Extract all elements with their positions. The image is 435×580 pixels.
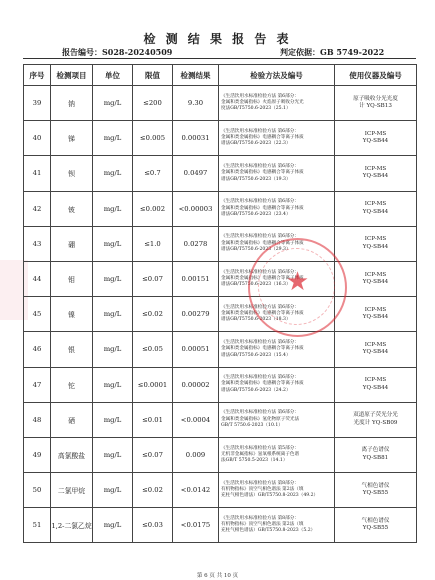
cell-result: 0.00051: [173, 332, 219, 367]
method-line: GB/T 5750.6-2023（10.1）: [221, 422, 283, 428]
cell-result: <0.00003: [173, 191, 219, 226]
cell-result: 0.00031: [173, 121, 219, 156]
instrument-line: YQ-SB44: [362, 314, 389, 321]
instrument-line: 气相色谱仪: [361, 482, 390, 489]
method-line: 《生活饮用水标准检验方法 第6部分：: [221, 199, 299, 205]
instrument-line: YQ-SB55: [362, 525, 389, 532]
seal-star-icon: ★: [285, 267, 310, 297]
cell-item: 铍: [51, 191, 93, 226]
report-number-value: S028-20240509: [102, 47, 173, 57]
method-line: 金属和类金属指标》电感耦合等离子体质: [221, 240, 304, 246]
method-line: 金属和类金属指标》电感耦合等离子体质: [221, 135, 304, 141]
cell-item: 镍: [51, 297, 93, 332]
method-line: 充柱气相色谱法）GB/T5750.8-2023（5.2）: [221, 528, 316, 534]
table-row: [24, 121, 417, 156]
cell-num: 45: [24, 297, 51, 332]
cell-unit: mg/L: [93, 402, 133, 437]
cell-item: 铊: [51, 367, 93, 402]
cell-result: 0.009: [173, 437, 219, 472]
method-line: 谱法GB/T5750.6-2023（22.3）: [221, 141, 291, 147]
cell-item: 二氯甲烷: [51, 473, 93, 508]
cell-limit: ≤200: [133, 86, 173, 121]
cell-num: 50: [24, 473, 51, 508]
col-header-num: 序号: [24, 65, 51, 86]
method-line: 谱法GB/T5750.6-2023（18.3）: [221, 317, 291, 323]
cell-method: [219, 261, 335, 296]
method-line: 谱法GB/T5750.6-2023（15.4）: [221, 352, 291, 358]
method-line: 《生活饮用水标准检验方法 第6部分：: [221, 410, 299, 416]
cell-method: [219, 437, 335, 472]
col-header-limit: 限值: [133, 65, 173, 86]
judgment-standard-label: 判定依据：: [280, 47, 320, 57]
report-number-label: 报告编号：: [62, 47, 102, 57]
method-line: 谱法GB/T5750.6-2023（23.4）: [221, 211, 291, 217]
cell-limit: ≤0.7: [133, 156, 173, 191]
instrument-line: 原子吸收分光光度: [353, 95, 398, 102]
method-line: 《生活饮用水标准检验方法 第6部分：: [221, 234, 299, 240]
instrument-line: ICP-MS: [364, 377, 387, 384]
instrument-line: YQ-SB55: [362, 490, 389, 497]
table-row: [24, 402, 417, 437]
cell-num: 43: [24, 226, 51, 261]
method-line: 金属和类金属指标》氢化物原子荧光法: [221, 416, 300, 422]
instrument-line: YQ-SB44: [362, 243, 389, 250]
judgment-standard: [280, 47, 384, 58]
instrument-line: ICP-MS: [364, 271, 387, 278]
cell-result: <0.0142: [173, 473, 219, 508]
cell-item: 锑: [51, 121, 93, 156]
cell-instrument: [335, 121, 417, 156]
instrument-line: 光度计 YQ-SB09: [353, 419, 398, 426]
table-header-row: [24, 65, 417, 86]
cell-method: [219, 367, 335, 402]
cell-limit: ≤1.0: [133, 226, 173, 261]
table-row: [24, 508, 417, 543]
col-header-unit: 单位: [93, 65, 133, 86]
method-line: 《生活饮用水标准检验方法 第5部分：: [221, 445, 299, 451]
instrument-line: 离子色谱仪: [361, 447, 390, 454]
method-line: 金属和类金属指标》电感耦合等离子体质: [221, 170, 304, 176]
cell-unit: mg/L: [93, 367, 133, 402]
cell-result: <0.0004: [173, 402, 219, 437]
cell-limit: ≤0.07: [133, 437, 173, 472]
instrument-line: YQ-SB44: [362, 208, 389, 215]
cell-num: 42: [24, 191, 51, 226]
judgment-standard-value: GB 5749-2022: [320, 47, 385, 57]
instrument-line: ICP-MS: [364, 130, 387, 137]
method-line: 法GB/T 5750.5-2023（14.1）: [221, 458, 288, 464]
results-table: [23, 64, 417, 543]
cell-instrument: [335, 437, 417, 472]
method-line: 谱法GB/T5750.6-2023（16.3）: [221, 282, 291, 288]
cell-num: 49: [24, 437, 51, 472]
cell-instrument: [335, 473, 417, 508]
cell-limit: ≤0.002: [133, 191, 173, 226]
cell-num: 47: [24, 367, 51, 402]
instrument-line: YQ-SB44: [362, 279, 389, 286]
method-line: 度法GB/T5750.6-2023（25.1）: [221, 106, 291, 112]
cell-method: [219, 191, 335, 226]
cell-instrument: [335, 332, 417, 367]
method-line: 谱法GB/T5750.6-2023（19.3）: [221, 176, 291, 182]
page-number: 第 6 页 共 10 页: [196, 573, 239, 579]
cell-item: 钠: [51, 86, 93, 121]
cell-limit: ≤0.05: [133, 332, 173, 367]
method-line: 《生活饮用水标准检验方法 第6部分：: [221, 375, 299, 381]
table-row: [24, 473, 417, 508]
cell-instrument: [335, 156, 417, 191]
cell-method: [219, 508, 335, 543]
method-line: 《生活饮用水标准检验方法 第6部分：: [221, 304, 299, 310]
cell-num: 51: [24, 508, 51, 543]
method-line: 《生活饮用水标准检验方法 第6部分：: [221, 128, 299, 134]
instrument-line: YQ-SB44: [362, 349, 389, 356]
cell-instrument: [335, 367, 417, 402]
cell-method: [219, 86, 335, 121]
cell-instrument: [335, 297, 417, 332]
cell-result: 9.30: [173, 86, 219, 121]
cell-unit: mg/L: [93, 191, 133, 226]
cell-instrument: [335, 261, 417, 296]
method-line: 谱法GB/T5750.6-2023（24.2）: [221, 387, 291, 393]
col-header-instrument: 使用仪器及编号: [335, 65, 417, 86]
method-line: 金属和类金属指标》电感耦合等离子体质: [221, 381, 304, 387]
table-row: [24, 367, 417, 402]
cell-unit: mg/L: [93, 86, 133, 121]
cell-num: 48: [24, 402, 51, 437]
method-line: 金属和类金属指标》电感耦合等离子体质: [221, 205, 304, 211]
instrument-line: ICP-MS: [364, 306, 387, 313]
cell-num: 41: [24, 156, 51, 191]
cell-limit: ≤0.0001: [133, 367, 173, 402]
instrument-line: 双道原子荧光分光: [353, 412, 398, 419]
cell-item: 硒: [51, 402, 93, 437]
table-row: [24, 156, 417, 191]
report-number: [62, 47, 172, 58]
cell-item: 钡: [51, 156, 93, 191]
page-title: 检 测 结 果 报 告 表: [143, 32, 292, 46]
cell-result: 0.00002: [173, 367, 219, 402]
cell-instrument: [335, 191, 417, 226]
instrument-line: ICP-MS: [364, 201, 387, 208]
method-line: 《生活饮用水标准检验方法 第6部分：: [221, 339, 299, 345]
header-divider: [23, 58, 416, 59]
cell-unit: mg/L: [93, 473, 133, 508]
cell-item: 硼: [51, 226, 93, 261]
cell-method: [219, 402, 335, 437]
table-row: [24, 297, 417, 332]
instrument-line: ICP-MS: [364, 341, 387, 348]
method-line: 无机非金属指标》氢氧根系统离子色谱: [221, 451, 300, 457]
instrument-line: YQ-SB44: [362, 173, 389, 180]
instrument-line: 气相色谱仪: [361, 517, 390, 524]
cell-num: 44: [24, 261, 51, 296]
cell-num: 46: [24, 332, 51, 367]
cell-num: 39: [24, 86, 51, 121]
instrument-line: ICP-MS: [364, 236, 387, 243]
method-line: 有机物指标》顶空气相色谱法 第2法（填: [221, 487, 304, 492]
cell-instrument: [335, 508, 417, 543]
method-line: 金属和类金属指标》电感耦合等离子体质: [221, 346, 304, 352]
cell-method: [219, 473, 335, 508]
col-header-result: 检测结果: [173, 65, 219, 86]
cell-result: 0.00279: [173, 297, 219, 332]
instrument-line: YQ-SB44: [362, 384, 389, 391]
table-row: [24, 191, 417, 226]
cell-limit: ≤0.07: [133, 261, 173, 296]
cell-unit: mg/L: [93, 508, 133, 543]
cell-limit: ≤0.01: [133, 402, 173, 437]
method-line: 《生活饮用水标准检验方法 第6部分：: [221, 93, 299, 99]
cell-unit: mg/L: [93, 121, 133, 156]
method-line: 谱法GB/T5750.6-2023（29.3）: [221, 246, 291, 252]
cell-item: 银: [51, 332, 93, 367]
method-line: 《生活饮用水标准检验方法 第8部分：: [221, 480, 299, 486]
cell-instrument: [335, 402, 417, 437]
cell-unit: mg/L: [93, 156, 133, 191]
cell-instrument: [335, 226, 417, 261]
cell-limit: ≤0.02: [133, 473, 173, 508]
method-line: 《生活饮用水标准检验方法 第6部分：: [221, 164, 299, 170]
cell-method: [219, 156, 335, 191]
cell-unit: mg/L: [93, 226, 133, 261]
cell-method: [219, 121, 335, 156]
cell-num: 40: [24, 121, 51, 156]
method-line: 《生活饮用水标准检验方法 第8部分：: [221, 515, 299, 521]
cell-unit: mg/L: [93, 261, 133, 296]
method-line: 金属和类金属指标》火焰原子吸收分光光: [221, 99, 304, 105]
method-line: 金属和类金属指标》电感耦合等离子体质: [221, 275, 304, 281]
cell-unit: mg/L: [93, 332, 133, 367]
cell-result: 0.0497: [173, 156, 219, 191]
cell-item: 钼: [51, 261, 93, 296]
cell-result: 0.0278: [173, 226, 219, 261]
cell-limit: ≤0.03: [133, 508, 173, 543]
instrument-line: ICP-MS: [364, 165, 387, 172]
table-row: [24, 437, 417, 472]
table-body: [24, 86, 417, 543]
method-line: 有机物指标》顶空气相色谱法 第2法（填: [221, 522, 304, 528]
cell-method: [219, 226, 335, 261]
cell-limit: ≤0.005: [133, 121, 173, 156]
cell-item: 1,2-二氯乙烷: [51, 508, 93, 543]
cell-result: <0.0175: [173, 508, 219, 543]
cell-method: [219, 297, 335, 332]
cell-result: 0.00151: [173, 261, 219, 296]
instrument-line: YQ-SB81: [362, 454, 389, 461]
method-line: 金属和类金属指标》电感耦合等离子体质: [221, 311, 304, 317]
table-row: [24, 86, 417, 121]
table-row: [24, 226, 417, 261]
col-header-method: 检验方法及编号: [219, 65, 335, 86]
table-row: [24, 332, 417, 367]
method-line: 《生活饮用水标准检验方法 第6部分：: [221, 269, 299, 275]
cell-unit: mg/L: [93, 437, 133, 472]
instrument-line: 计 YQ-SB13: [359, 103, 392, 110]
cell-limit: ≤0.02: [133, 297, 173, 332]
cell-instrument: [335, 86, 417, 121]
cell-unit: mg/L: [93, 297, 133, 332]
cell-item: 高氯酸盐: [51, 437, 93, 472]
col-header-item: 检测项目: [51, 65, 93, 86]
table-row: [24, 261, 417, 296]
method-line: 充柱气相色谱法）GB/T5750.8-2023（49.2）: [221, 493, 319, 499]
cell-method: [219, 332, 335, 367]
instrument-line: YQ-SB44: [362, 138, 389, 145]
